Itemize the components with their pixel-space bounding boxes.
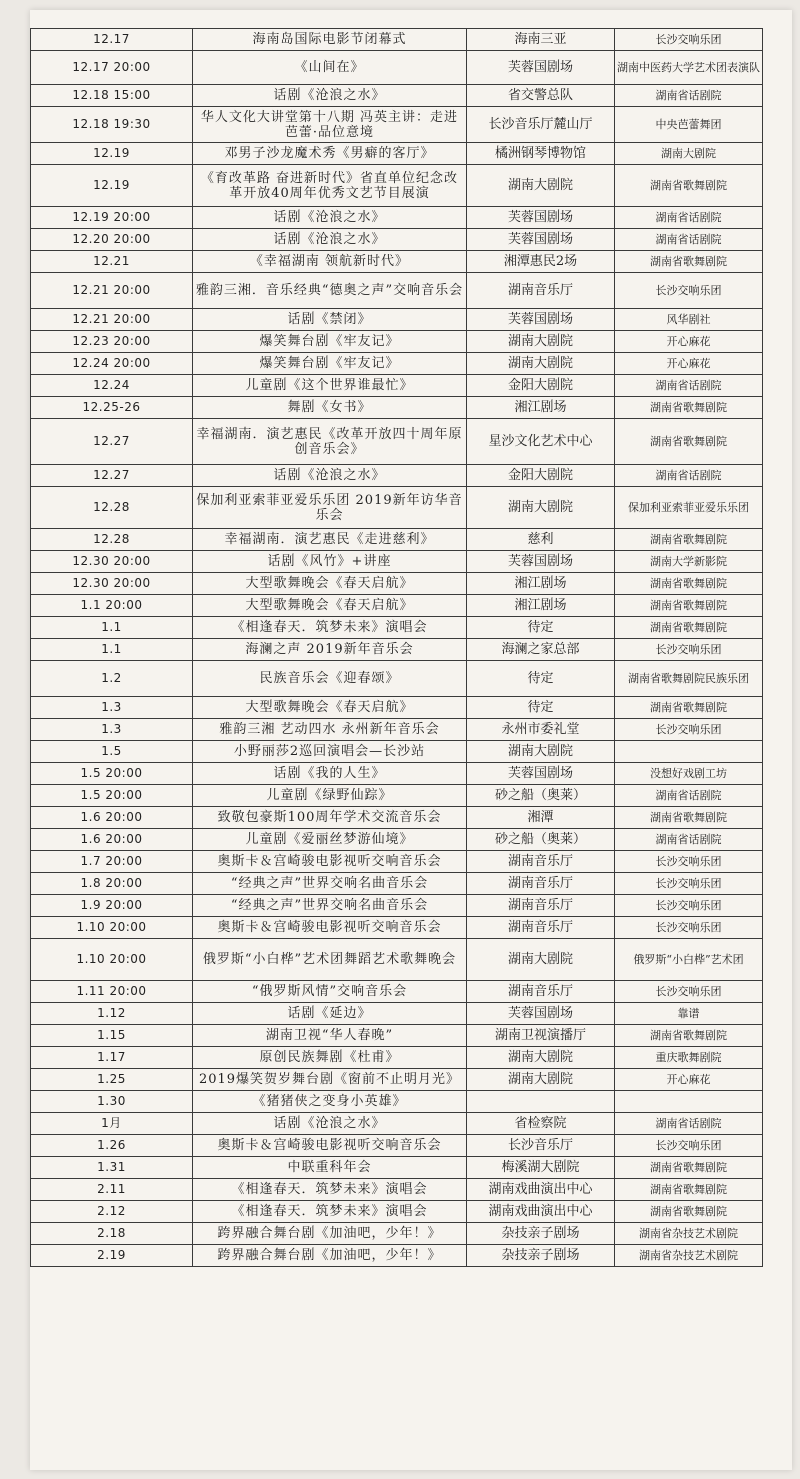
table-row: [31, 873, 763, 895]
venue-cell: 湖南音乐厅: [467, 851, 615, 873]
organizer-cell: 长沙交响乐团: [615, 873, 763, 895]
venue-cell: 湖南卫视演播厅: [467, 1025, 615, 1047]
program-cell: 雅韵三湘 艺动四水 永州新年音乐会: [193, 719, 467, 741]
table-row: [31, 85, 763, 107]
venue-cell: 湖南大剧院: [467, 1047, 615, 1069]
date-cell: 12.21 20:00: [31, 309, 193, 331]
date-cell: 12.19 20:00: [31, 207, 193, 229]
venue-cell: 金阳大剧院: [467, 465, 615, 487]
organizer-cell: 湖南大学新影院: [615, 551, 763, 573]
date-cell: 1.5 20:00: [31, 785, 193, 807]
organizer-cell: 湖南省话剧院: [615, 829, 763, 851]
date-cell: 1.8 20:00: [31, 873, 193, 895]
organizer-cell: 湖南省话剧院: [615, 375, 763, 397]
organizer-cell: [615, 741, 763, 763]
date-cell: 1.15: [31, 1025, 193, 1047]
organizer-cell: 长沙交响乐团: [615, 719, 763, 741]
organizer-cell: 湖南省歌舞剧院: [615, 1025, 763, 1047]
table-row: [31, 1047, 763, 1069]
program-cell: 话剧《沧浪之水》: [193, 229, 467, 251]
date-cell: 1.17: [31, 1047, 193, 1069]
program-cell: 话剧《沧浪之水》: [193, 85, 467, 107]
organizer-cell: 中央芭蕾舞团: [615, 107, 763, 143]
program-cell: 奥斯卡＆宫崎骏电影视听交响音乐会: [193, 851, 467, 873]
venue-cell: 湖南大剧院: [467, 1069, 615, 1091]
program-cell: “经典之声”世界交响名曲音乐会: [193, 895, 467, 917]
program-cell: 《相逢春天．筑梦未来》演唱会: [193, 1179, 467, 1201]
program-cell: 中联重科年会: [193, 1157, 467, 1179]
program-cell: 2019爆笑贺岁舞台剧《窗前不止明月光》: [193, 1069, 467, 1091]
venue-cell: 永州市委礼堂: [467, 719, 615, 741]
program-cell: 话剧《禁闭》: [193, 309, 467, 331]
date-cell: 2.19: [31, 1245, 193, 1267]
organizer-cell: [615, 1091, 763, 1113]
organizer-cell: 湖南省话剧院: [615, 1113, 763, 1135]
program-cell: 奥斯卡＆宫崎骏电影视听交响音乐会: [193, 917, 467, 939]
date-cell: 12.28: [31, 529, 193, 551]
organizer-cell: 开心麻花: [615, 353, 763, 375]
table-row: [31, 165, 763, 207]
program-cell: 跨界融合舞台剧《加油吧，少年！》: [193, 1245, 467, 1267]
organizer-cell: 没想好戏剧工坊: [615, 763, 763, 785]
program-cell: 跨界融合舞台剧《加油吧，少年！》: [193, 1223, 467, 1245]
organizer-cell: 湖南省歌舞剧院: [615, 1157, 763, 1179]
table-row: [31, 207, 763, 229]
table-row: [31, 273, 763, 309]
table-row: [31, 331, 763, 353]
program-cell: 民族音乐会《迎春颂》: [193, 661, 467, 697]
program-cell: 《育改革路 奋进新时代》省直单位纪念改革开放40周年优秀文艺节目展演: [193, 165, 467, 207]
table-row: [31, 1245, 763, 1267]
venue-cell: 杂技亲子剧场: [467, 1245, 615, 1267]
date-cell: 12.24: [31, 375, 193, 397]
venue-cell: 长沙音乐厅麓山厅: [467, 107, 615, 143]
table-row: [31, 617, 763, 639]
venue-cell: 芙蓉国剧场: [467, 1003, 615, 1025]
date-cell: 12.24 20:00: [31, 353, 193, 375]
venue-cell: 湖南音乐厅: [467, 917, 615, 939]
table-row: [31, 697, 763, 719]
venue-cell: 湖南音乐厅: [467, 273, 615, 309]
date-cell: 12.17 20:00: [31, 51, 193, 85]
program-cell: 儿童剧《爱丽丝梦游仙境》: [193, 829, 467, 851]
table-row: [31, 487, 763, 529]
date-cell: 12.18 19:30: [31, 107, 193, 143]
organizer-cell: 长沙交响乐团: [615, 917, 763, 939]
table-row: [31, 939, 763, 981]
program-cell: 话剧《沧浪之水》: [193, 207, 467, 229]
venue-cell: 湖南戏曲演出中心: [467, 1201, 615, 1223]
date-cell: 12.20 20:00: [31, 229, 193, 251]
program-cell: 海澜之声 2019新年音乐会: [193, 639, 467, 661]
venue-cell: 金阳大剧院: [467, 375, 615, 397]
table-row: [31, 375, 763, 397]
table-row: [31, 741, 763, 763]
venue-cell: 梅溪湖大剧院: [467, 1157, 615, 1179]
date-cell: 12.17: [31, 29, 193, 51]
organizer-cell: 靠谱: [615, 1003, 763, 1025]
program-cell: 奥斯卡＆宫崎骏电影视听交响音乐会: [193, 1135, 467, 1157]
program-cell: 邓男子沙龙魔术秀《男癖的客厅》: [193, 143, 467, 165]
program-cell: 舞剧《女书》: [193, 397, 467, 419]
schedule-body: [31, 29, 763, 1267]
venue-cell: 省检察院: [467, 1113, 615, 1135]
date-cell: 1.2: [31, 661, 193, 697]
program-cell: 雅韵三湘．音乐经典“德奥之声”交响音乐会: [193, 273, 467, 309]
venue-cell: 湖南大剧院: [467, 741, 615, 763]
program-cell: “俄罗斯风情”交响音乐会: [193, 981, 467, 1003]
program-cell: 爆笑舞台剧《牢友记》: [193, 331, 467, 353]
table-row: [31, 807, 763, 829]
table-row: [31, 29, 763, 51]
venue-cell: [467, 1091, 615, 1113]
venue-cell: 芙蓉国剧场: [467, 51, 615, 85]
program-cell: 致敬包豪斯100周年学术交流音乐会: [193, 807, 467, 829]
date-cell: 12.21 20:00: [31, 273, 193, 309]
organizer-cell: 湖南大剧院: [615, 143, 763, 165]
program-cell: 海南岛国际电影节闭幕式: [193, 29, 467, 51]
table-row: [31, 551, 763, 573]
table-row: [31, 465, 763, 487]
venue-cell: 杂技亲子剧场: [467, 1223, 615, 1245]
venue-cell: 砂之船（奥莱）: [467, 829, 615, 851]
program-cell: 大型歌舞晚会《春天启航》: [193, 573, 467, 595]
venue-cell: 湖南大剧院: [467, 487, 615, 529]
organizer-cell: 长沙交响乐团: [615, 639, 763, 661]
venue-cell: 芙蓉国剧场: [467, 229, 615, 251]
program-cell: 《猪猪侠之变身小英雄》: [193, 1091, 467, 1113]
organizer-cell: 湖南省歌舞剧院: [615, 1201, 763, 1223]
date-cell: 1.3: [31, 719, 193, 741]
organizer-cell: 长沙交响乐团: [615, 273, 763, 309]
program-cell: 保加利亚索菲亚爱乐乐团 2019新年访华音乐会: [193, 487, 467, 529]
date-cell: 1.1: [31, 617, 193, 639]
program-cell: 大型歌舞晚会《春天启航》: [193, 595, 467, 617]
organizer-cell: 湖南省歌舞剧院: [615, 251, 763, 273]
organizer-cell: 湖南省歌舞剧院: [615, 397, 763, 419]
table-row: [31, 1025, 763, 1047]
program-cell: 话剧《沧浪之水》: [193, 465, 467, 487]
organizer-cell: 湖南省杂技艺术剧院: [615, 1223, 763, 1245]
venue-cell: 海澜之家总部: [467, 639, 615, 661]
table-row: [31, 785, 763, 807]
program-cell: 儿童剧《绿野仙踪》: [193, 785, 467, 807]
organizer-cell: 长沙交响乐团: [615, 851, 763, 873]
venue-cell: 湖南音乐厅: [467, 873, 615, 895]
organizer-cell: 长沙交响乐团: [615, 895, 763, 917]
table-row: [31, 1223, 763, 1245]
organizer-cell: 长沙交响乐团: [615, 29, 763, 51]
table-row: [31, 851, 763, 873]
table-row: [31, 1135, 763, 1157]
program-cell: 幸福湖南．演艺惠民《走进慈利》: [193, 529, 467, 551]
date-cell: 1.6 20:00: [31, 829, 193, 851]
date-cell: 2.12: [31, 1201, 193, 1223]
venue-cell: 湘江剧场: [467, 595, 615, 617]
venue-cell: 芙蓉国剧场: [467, 551, 615, 573]
venue-cell: 待定: [467, 617, 615, 639]
table-row: [31, 763, 763, 785]
organizer-cell: 风华剧社: [615, 309, 763, 331]
venue-cell: 慈利: [467, 529, 615, 551]
table-row: [31, 661, 763, 697]
table-row: [31, 1157, 763, 1179]
date-cell: 12.30 20:00: [31, 573, 193, 595]
program-cell: 话剧《我的人生》: [193, 763, 467, 785]
program-cell: 爆笑舞台剧《牢友记》: [193, 353, 467, 375]
performance-schedule-table: [30, 28, 763, 1267]
organizer-cell: 重庆歌舞剧院: [615, 1047, 763, 1069]
venue-cell: 星沙文化艺术中心: [467, 419, 615, 465]
organizer-cell: 湖南中医药大学艺术团表演队: [615, 51, 763, 85]
date-cell: 1.10 20:00: [31, 917, 193, 939]
organizer-cell: 俄罗斯“小白桦”艺术团: [615, 939, 763, 981]
table-row: [31, 1003, 763, 1025]
program-cell: 俄罗斯“小白桦”艺术团舞蹈艺术歌舞晚会: [193, 939, 467, 981]
venue-cell: 橘洲钢琴博物馆: [467, 143, 615, 165]
date-cell: 12.30 20:00: [31, 551, 193, 573]
table-row: [31, 419, 763, 465]
date-cell: 12.19: [31, 165, 193, 207]
table-row: [31, 397, 763, 419]
date-cell: 12.23 20:00: [31, 331, 193, 353]
program-cell: 话剧《沧浪之水》: [193, 1113, 467, 1135]
table-row: [31, 143, 763, 165]
program-cell: 幸福湖南．演艺惠民《改革开放四十周年原创音乐会》: [193, 419, 467, 465]
venue-cell: 长沙音乐厅: [467, 1135, 615, 1157]
venue-cell: 湖南大剧院: [467, 165, 615, 207]
venue-cell: 待定: [467, 661, 615, 697]
table-row: [31, 981, 763, 1003]
organizer-cell: 湖南省歌舞剧院: [615, 573, 763, 595]
table-row: [31, 529, 763, 551]
table-row: [31, 1091, 763, 1113]
venue-cell: 湘江剧场: [467, 397, 615, 419]
date-cell: 12.27: [31, 419, 193, 465]
organizer-cell: 湖南省歌舞剧院: [615, 1179, 763, 1201]
organizer-cell: 湖南省话剧院: [615, 207, 763, 229]
organizer-cell: 长沙交响乐团: [615, 981, 763, 1003]
organizer-cell: 湖南省话剧院: [615, 785, 763, 807]
program-cell: 话剧《风竹》+讲座: [193, 551, 467, 573]
table-row: [31, 107, 763, 143]
program-cell: 湖南卫视“华人春晚”: [193, 1025, 467, 1047]
date-cell: 12.19: [31, 143, 193, 165]
organizer-cell: 湖南省歌舞剧院: [615, 165, 763, 207]
organizer-cell: 湖南省话剧院: [615, 465, 763, 487]
date-cell: 1.6 20:00: [31, 807, 193, 829]
organizer-cell: 湖南省杂技艺术剧院: [615, 1245, 763, 1267]
date-cell: 1.1 20:00: [31, 595, 193, 617]
organizer-cell: 湖南省歌舞剧院: [615, 419, 763, 465]
organizer-cell: 湖南省歌舞剧院: [615, 529, 763, 551]
date-cell: 1.30: [31, 1091, 193, 1113]
date-cell: 2.11: [31, 1179, 193, 1201]
date-cell: 1.3: [31, 697, 193, 719]
date-cell: 12.28: [31, 487, 193, 529]
venue-cell: 海南三亚: [467, 29, 615, 51]
table-row: [31, 895, 763, 917]
venue-cell: 芙蓉国剧场: [467, 763, 615, 785]
table-row: [31, 829, 763, 851]
date-cell: 12.18 15:00: [31, 85, 193, 107]
date-cell: 1.11 20:00: [31, 981, 193, 1003]
table-row: [31, 573, 763, 595]
program-cell: 原创民族舞剧《杜甫》: [193, 1047, 467, 1069]
date-cell: 1.9 20:00: [31, 895, 193, 917]
venue-cell: 湘潭惠民2场: [467, 251, 615, 273]
program-cell: 儿童剧《这个世界谁最忙》: [193, 375, 467, 397]
date-cell: 1.25: [31, 1069, 193, 1091]
program-cell: 大型歌舞晚会《春天启航》: [193, 697, 467, 719]
table-row: [31, 1179, 763, 1201]
program-cell: 《相逢春天．筑梦未来》演唱会: [193, 1201, 467, 1223]
program-cell: 华人文化大讲堂第十八期 冯英主讲：走进芭蕾·品位意境: [193, 107, 467, 143]
table-row: [31, 309, 763, 331]
date-cell: 1.5 20:00: [31, 763, 193, 785]
table-row: [31, 51, 763, 85]
table-row: [31, 1069, 763, 1091]
date-cell: 1.7 20:00: [31, 851, 193, 873]
venue-cell: 芙蓉国剧场: [467, 207, 615, 229]
venue-cell: 湘潭: [467, 807, 615, 829]
venue-cell: 湖南音乐厅: [467, 895, 615, 917]
venue-cell: 湖南大剧院: [467, 331, 615, 353]
organizer-cell: 长沙交响乐团: [615, 1135, 763, 1157]
table-row: [31, 719, 763, 741]
program-cell: 《相逢春天．筑梦未来》演唱会: [193, 617, 467, 639]
organizer-cell: 保加利亚索菲亚爱乐乐团: [615, 487, 763, 529]
table-row: [31, 1113, 763, 1135]
date-cell: 1.26: [31, 1135, 193, 1157]
table-row: [31, 595, 763, 617]
date-cell: 1.12: [31, 1003, 193, 1025]
venue-cell: 芙蓉国剧场: [467, 309, 615, 331]
venue-cell: 待定: [467, 697, 615, 719]
venue-cell: 湖南大剧院: [467, 939, 615, 981]
organizer-cell: 湖南省歌舞剧院: [615, 617, 763, 639]
date-cell: 1月: [31, 1113, 193, 1135]
date-cell: 1.1: [31, 639, 193, 661]
table-row: [31, 353, 763, 375]
date-cell: 1.5: [31, 741, 193, 763]
organizer-cell: 湖南省歌舞剧院民族乐团: [615, 661, 763, 697]
table-row: [31, 229, 763, 251]
organizer-cell: 湖南省歌舞剧院: [615, 595, 763, 617]
table-row: [31, 1201, 763, 1223]
venue-cell: 省交警总队: [467, 85, 615, 107]
date-cell: 1.31: [31, 1157, 193, 1179]
date-cell: 1.10 20:00: [31, 939, 193, 981]
venue-cell: 砂之船（奥莱）: [467, 785, 615, 807]
table-row: [31, 251, 763, 273]
program-cell: 《山间在》: [193, 51, 467, 85]
program-cell: “经典之声”世界交响名曲音乐会: [193, 873, 467, 895]
date-cell: 2.18: [31, 1223, 193, 1245]
table-row: [31, 639, 763, 661]
date-cell: 12.27: [31, 465, 193, 487]
venue-cell: 湖南戏曲演出中心: [467, 1179, 615, 1201]
organizer-cell: 开心麻花: [615, 1069, 763, 1091]
date-cell: 12.25-26: [31, 397, 193, 419]
program-cell: 话剧《延边》: [193, 1003, 467, 1025]
organizer-cell: 开心麻花: [615, 331, 763, 353]
organizer-cell: 湖南省话剧院: [615, 229, 763, 251]
venue-cell: 湖南大剧院: [467, 353, 615, 375]
date-cell: 12.21: [31, 251, 193, 273]
organizer-cell: 湖南省歌舞剧院: [615, 697, 763, 719]
table-row: [31, 917, 763, 939]
venue-cell: 湖南音乐厅: [467, 981, 615, 1003]
venue-cell: 湘江剧场: [467, 573, 615, 595]
organizer-cell: 湖南省歌舞剧院: [615, 807, 763, 829]
program-cell: 《幸福湖南 领航新时代》: [193, 251, 467, 273]
organizer-cell: 湖南省话剧院: [615, 85, 763, 107]
program-cell: 小野丽莎2巡回演唱会—长沙站: [193, 741, 467, 763]
